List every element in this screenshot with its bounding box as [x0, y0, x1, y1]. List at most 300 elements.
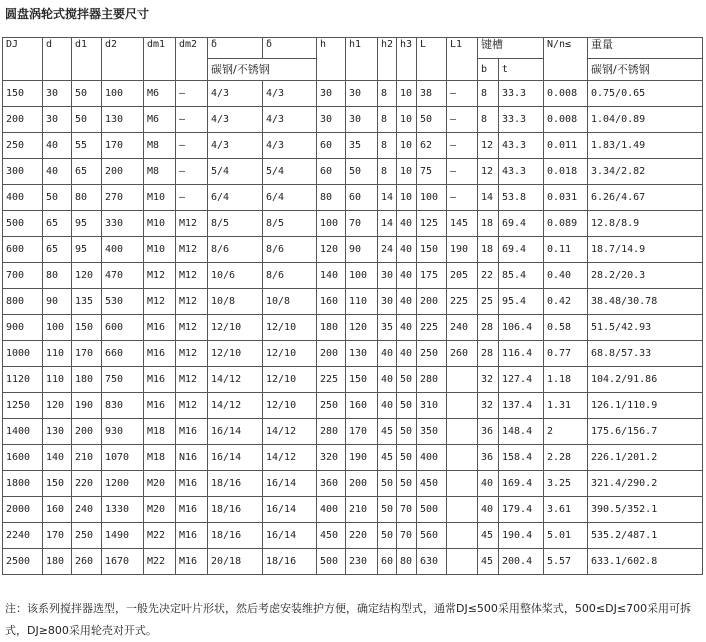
cell-b: 40 — [478, 497, 499, 523]
cell-l1: 145 — [447, 211, 478, 237]
cell-dm1: M16 — [144, 393, 176, 419]
cell-t: 137.4 — [499, 393, 544, 419]
cell-h3: 40 — [397, 289, 417, 315]
cell-l1: 240 — [447, 315, 478, 341]
cell-b: 14 — [478, 185, 499, 211]
cell-d1: 50 — [72, 81, 102, 107]
cell-dm1: M10 — [144, 237, 176, 263]
cell-l1 — [447, 445, 478, 471]
cell-dj: 250 — [3, 133, 43, 159]
cell-t: 148.4 — [499, 419, 544, 445]
header-b: b — [478, 59, 499, 81]
cell-d: 40 — [43, 133, 72, 159]
cell-ratio: 0.42 — [544, 289, 588, 315]
cell-h3: 40 — [397, 341, 417, 367]
cell-d1: 50 — [72, 107, 102, 133]
cell-l: 250 — [417, 341, 447, 367]
cell-l: 350 — [417, 419, 447, 445]
header-d1: d1 — [72, 38, 102, 81]
cell-l: 225 — [417, 315, 447, 341]
header-dm1: dm1 — [144, 38, 176, 81]
cell-dm2: M12 — [176, 315, 208, 341]
cell-l: 150 — [417, 237, 447, 263]
cell-l: 100 — [417, 185, 447, 211]
cell-d1: 210 — [72, 445, 102, 471]
cell-delta-2: 12/10 — [263, 393, 317, 419]
cell-delta-1: 20/18 — [208, 549, 263, 575]
cell-h3: 50 — [397, 367, 417, 393]
cell-d2: 1490 — [102, 523, 144, 549]
cell-delta-2: 12/10 — [263, 367, 317, 393]
cell-t: 158.4 — [499, 445, 544, 471]
cell-h3: 40 — [397, 211, 417, 237]
cell-h2: 60 — [378, 549, 397, 575]
cell-delta-2: 4/3 — [263, 81, 317, 107]
cell-h: 30 — [317, 81, 346, 107]
cell-h2: 40 — [378, 341, 397, 367]
cell-l1: 225 — [447, 289, 478, 315]
cell-dm2: M16 — [176, 471, 208, 497]
cell-weight: 633.1/602.8 — [588, 549, 703, 575]
cell-t: 190.4 — [499, 523, 544, 549]
cell-ratio: 0.40 — [544, 263, 588, 289]
header-row-1 — [3, 38, 703, 59]
cell-d1: 250 — [72, 523, 102, 549]
cell-b: 8 — [478, 107, 499, 133]
cell-weight: 51.5/42.93 — [588, 315, 703, 341]
cell-delta-2: 16/14 — [263, 497, 317, 523]
cell-dj: 2000 — [3, 497, 43, 523]
cell-h1: 210 — [346, 497, 378, 523]
cell-dm1: M8 — [144, 159, 176, 185]
cell-dm2: M12 — [176, 211, 208, 237]
cell-d1: 260 — [72, 549, 102, 575]
table-row — [3, 367, 703, 393]
cell-d2: 270 — [102, 185, 144, 211]
cell-ratio: 0.018 — [544, 159, 588, 185]
cell-t: 43.3 — [499, 133, 544, 159]
cell-ratio: 1.31 — [544, 393, 588, 419]
cell-h: 500 — [317, 549, 346, 575]
cell-l1: 190 — [447, 237, 478, 263]
cell-delta-1: 14/12 — [208, 393, 263, 419]
cell-weight: 0.75/0.65 — [588, 81, 703, 107]
header-t: t — [499, 59, 544, 81]
header-weight: 重量 — [588, 38, 703, 59]
cell-h3: 70 — [397, 523, 417, 549]
cell-h2: 40 — [378, 393, 397, 419]
header-weight-material: 碳钢/不锈钢 — [588, 59, 703, 81]
table-row — [3, 211, 703, 237]
cell-dm1: M16 — [144, 341, 176, 367]
cell-d1: 55 — [72, 133, 102, 159]
cell-h2: 45 — [378, 419, 397, 445]
cell-delta-1: 14/12 — [208, 367, 263, 393]
cell-delta-1: 4/3 — [208, 107, 263, 133]
cell-ratio: 0.008 — [544, 81, 588, 107]
header-h1: h1 — [346, 38, 378, 81]
cell-h1: 150 — [346, 367, 378, 393]
cell-dj: 800 — [3, 289, 43, 315]
cell-h: 280 — [317, 419, 346, 445]
cell-h3: 10 — [397, 81, 417, 107]
cell-l1 — [447, 471, 478, 497]
cell-delta-1: 12/10 — [208, 315, 263, 341]
cell-l: 125 — [417, 211, 447, 237]
cell-h2: 50 — [378, 471, 397, 497]
cell-delta-1: 18/16 — [208, 471, 263, 497]
cell-dm2: M16 — [176, 549, 208, 575]
cell-h2: 35 — [378, 315, 397, 341]
cell-delta-2: 12/10 — [263, 341, 317, 367]
cell-h3: 80 — [397, 549, 417, 575]
cell-h3: 40 — [397, 315, 417, 341]
cell-delta-2: 8/6 — [263, 237, 317, 263]
cell-delta-1: 18/16 — [208, 497, 263, 523]
cell-h: 320 — [317, 445, 346, 471]
cell-h2: 8 — [378, 107, 397, 133]
table-row — [3, 263, 703, 289]
cell-dm1: M16 — [144, 315, 176, 341]
cell-d2: 600 — [102, 315, 144, 341]
cell-delta-1: 18/16 — [208, 523, 263, 549]
cell-h1: 220 — [346, 523, 378, 549]
cell-d1: 150 — [72, 315, 102, 341]
cell-delta-1: 8/6 — [208, 237, 263, 263]
cell-dj: 500 — [3, 211, 43, 237]
cell-h1: 100 — [346, 263, 378, 289]
cell-weight: 175.6/156.7 — [588, 419, 703, 445]
table-row — [3, 523, 703, 549]
cell-h3: 10 — [397, 107, 417, 133]
cell-d1: 200 — [72, 419, 102, 445]
cell-weight: 28.2/20.3 — [588, 263, 703, 289]
header-keyway: 键槽 — [478, 38, 544, 59]
cell-dm2: M16 — [176, 419, 208, 445]
cell-h: 60 — [317, 133, 346, 159]
cell-weight: 12.8/8.9 — [588, 211, 703, 237]
cell-d: 30 — [43, 107, 72, 133]
header-h2: h2 — [378, 38, 397, 81]
table-row — [3, 237, 703, 263]
header-h3: h3 — [397, 38, 417, 81]
cell-delta-2: 6/4 — [263, 185, 317, 211]
cell-d1: 220 — [72, 471, 102, 497]
cell-h2: 8 — [378, 159, 397, 185]
cell-dm2: M12 — [176, 289, 208, 315]
cell-l: 450 — [417, 471, 447, 497]
cell-dm1: M18 — [144, 419, 176, 445]
cell-l1: 205 — [447, 263, 478, 289]
header-d2: d2 — [102, 38, 144, 81]
cell-h1: 120 — [346, 315, 378, 341]
cell-weight: 226.1/201.2 — [588, 445, 703, 471]
cell-d2: 200 — [102, 159, 144, 185]
cell-l: 50 — [417, 107, 447, 133]
cell-d1: 120 — [72, 263, 102, 289]
cell-h1: 170 — [346, 419, 378, 445]
cell-dm1: M8 — [144, 133, 176, 159]
cell-dm1: M22 — [144, 549, 176, 575]
cell-d2: 130 — [102, 107, 144, 133]
cell-h1: 200 — [346, 471, 378, 497]
cell-delta-1: 5/4 — [208, 159, 263, 185]
cell-l1 — [447, 497, 478, 523]
cell-dm1: M22 — [144, 523, 176, 549]
cell-d: 170 — [43, 523, 72, 549]
cell-b: 12 — [478, 159, 499, 185]
cell-d: 120 — [43, 393, 72, 419]
cell-d: 90 — [43, 289, 72, 315]
cell-delta-2: 18/16 — [263, 549, 317, 575]
cell-ratio: 5.57 — [544, 549, 588, 575]
cell-dj: 900 — [3, 315, 43, 341]
cell-dj: 400 — [3, 185, 43, 211]
cell-delta-2: 5/4 — [263, 159, 317, 185]
cell-d2: 1070 — [102, 445, 144, 471]
cell-t: 53.8 — [499, 185, 544, 211]
cell-delta-1: 16/14 — [208, 445, 263, 471]
cell-dm2: M12 — [176, 263, 208, 289]
cell-d2: 930 — [102, 419, 144, 445]
cell-dm2: M12 — [176, 341, 208, 367]
cell-h: 225 — [317, 367, 346, 393]
cell-h3: 40 — [397, 237, 417, 263]
cell-dm1: M10 — [144, 185, 176, 211]
table-body — [3, 81, 703, 575]
cell-d1: 170 — [72, 341, 102, 367]
cell-ratio: 2 — [544, 419, 588, 445]
cell-l: 75 — [417, 159, 447, 185]
cell-h2: 45 — [378, 445, 397, 471]
table-row — [3, 81, 703, 107]
cell-dj: 1800 — [3, 471, 43, 497]
header-l1: L1 — [447, 38, 478, 81]
cell-ratio: 3.61 — [544, 497, 588, 523]
cell-h: 400 — [317, 497, 346, 523]
cell-ratio: 0.58 — [544, 315, 588, 341]
cell-l: 400 — [417, 445, 447, 471]
cell-b: 40 — [478, 471, 499, 497]
cell-ratio: 1.18 — [544, 367, 588, 393]
cell-dm2: – — [176, 133, 208, 159]
cell-h2: 14 — [378, 185, 397, 211]
cell-delta-1: 10/8 — [208, 289, 263, 315]
cell-delta-1: 10/6 — [208, 263, 263, 289]
footnote: 注：该系列搅拌器选型，一般先决定叶片形状，然后考虑安装维护方便，确定结构型式，通常DJ≤500采用整体桨式，500≤DJ≤700采用可拆式，DJ≥800采用轮壳对开式。 — [5, 602, 692, 637]
cell-l: 500 — [417, 497, 447, 523]
cell-dm1: M6 — [144, 81, 176, 107]
cell-d: 180 — [43, 549, 72, 575]
cell-dm2: M12 — [176, 393, 208, 419]
cell-dj: 2240 — [3, 523, 43, 549]
cell-l1 — [447, 523, 478, 549]
header-delta-2: δ — [263, 38, 317, 59]
cell-ratio: 0.031 — [544, 185, 588, 211]
cell-ratio: 2.28 — [544, 445, 588, 471]
cell-l1: – — [447, 185, 478, 211]
cell-l: 200 — [417, 289, 447, 315]
table-row — [3, 315, 703, 341]
cell-h: 180 — [317, 315, 346, 341]
cell-h1: 60 — [346, 185, 378, 211]
cell-h2: 30 — [378, 289, 397, 315]
cell-h3: 50 — [397, 445, 417, 471]
cell-l: 280 — [417, 367, 447, 393]
cell-h3: 50 — [397, 471, 417, 497]
cell-h1: 35 — [346, 133, 378, 159]
cell-d: 140 — [43, 445, 72, 471]
cell-h: 80 — [317, 185, 346, 211]
cell-l1: 260 — [447, 341, 478, 367]
table-row — [3, 341, 703, 367]
cell-d: 100 — [43, 315, 72, 341]
cell-b: 18 — [478, 237, 499, 263]
cell-h2: 40 — [378, 367, 397, 393]
cell-h1: 30 — [346, 81, 378, 107]
cell-d: 150 — [43, 471, 72, 497]
cell-h3: 40 — [397, 263, 417, 289]
cell-d: 65 — [43, 211, 72, 237]
cell-h2: 8 — [378, 133, 397, 159]
cell-dm2: M16 — [176, 497, 208, 523]
cell-b: 45 — [478, 549, 499, 575]
cell-d1: 135 — [72, 289, 102, 315]
cell-d2: 1670 — [102, 549, 144, 575]
header-ratio: N/n≤ — [544, 38, 588, 81]
cell-delta-2: 14/12 — [263, 445, 317, 471]
cell-l1 — [447, 549, 478, 575]
cell-weight: 18.7/14.9 — [588, 237, 703, 263]
cell-d2: 660 — [102, 341, 144, 367]
table-row — [3, 549, 703, 575]
cell-t: 179.4 — [499, 497, 544, 523]
cell-ratio: 0.089 — [544, 211, 588, 237]
cell-b: 25 — [478, 289, 499, 315]
cell-h1: 110 — [346, 289, 378, 315]
cell-t: 69.4 — [499, 211, 544, 237]
cell-d1: 80 — [72, 185, 102, 211]
cell-h: 250 — [317, 393, 346, 419]
cell-d1: 65 — [72, 159, 102, 185]
cell-dm1: M16 — [144, 367, 176, 393]
cell-b: 12 — [478, 133, 499, 159]
cell-h1: 70 — [346, 211, 378, 237]
cell-dm2: – — [176, 185, 208, 211]
cell-d1: 190 — [72, 393, 102, 419]
header-delta-1: δ — [208, 38, 263, 59]
cell-h: 30 — [317, 107, 346, 133]
cell-dj: 600 — [3, 237, 43, 263]
cell-h: 200 — [317, 341, 346, 367]
cell-d: 65 — [43, 237, 72, 263]
cell-t: 169.4 — [499, 471, 544, 497]
cell-dm1: M18 — [144, 445, 176, 471]
cell-b: 22 — [478, 263, 499, 289]
cell-l: 175 — [417, 263, 447, 289]
cell-ratio: 5.01 — [544, 523, 588, 549]
cell-h3: 10 — [397, 159, 417, 185]
cell-h1: 50 — [346, 159, 378, 185]
cell-d: 80 — [43, 263, 72, 289]
cell-delta-2: 8/5 — [263, 211, 317, 237]
cell-h1: 30 — [346, 107, 378, 133]
cell-b: 28 — [478, 315, 499, 341]
cell-d1: 180 — [72, 367, 102, 393]
cell-dj: 1600 — [3, 445, 43, 471]
dimension-table — [2, 37, 703, 575]
cell-h1: 130 — [346, 341, 378, 367]
cell-t: 127.4 — [499, 367, 544, 393]
cell-delta-2: 12/10 — [263, 315, 317, 341]
cell-t: 85.4 — [499, 263, 544, 289]
cell-h2: 8 — [378, 81, 397, 107]
cell-dm2: M16 — [176, 523, 208, 549]
cell-delta-2: 8/6 — [263, 263, 317, 289]
cell-b: 32 — [478, 393, 499, 419]
cell-dm2: – — [176, 81, 208, 107]
cell-delta-1: 4/3 — [208, 81, 263, 107]
cell-dj: 200 — [3, 107, 43, 133]
header-d: d — [43, 38, 72, 81]
cell-delta-1: 6/4 — [208, 185, 263, 211]
cell-delta-2: 4/3 — [263, 107, 317, 133]
header-h: h — [317, 38, 346, 81]
cell-weight: 535.2/487.1 — [588, 523, 703, 549]
cell-h: 140 — [317, 263, 346, 289]
cell-b: 28 — [478, 341, 499, 367]
cell-dj: 1000 — [3, 341, 43, 367]
cell-h: 360 — [317, 471, 346, 497]
cell-dj: 1120 — [3, 367, 43, 393]
cell-d: 110 — [43, 341, 72, 367]
cell-d2: 470 — [102, 263, 144, 289]
cell-l1: – — [447, 133, 478, 159]
cell-delta-1: 8/5 — [208, 211, 263, 237]
cell-l: 62 — [417, 133, 447, 159]
cell-h2: 30 — [378, 263, 397, 289]
cell-dj: 1250 — [3, 393, 43, 419]
cell-dj: 2500 — [3, 549, 43, 575]
cell-d: 50 — [43, 185, 72, 211]
cell-weight: 126.1/110.9 — [588, 393, 703, 419]
cell-d2: 830 — [102, 393, 144, 419]
cell-l: 310 — [417, 393, 447, 419]
cell-dm1: M20 — [144, 471, 176, 497]
cell-b: 8 — [478, 81, 499, 107]
cell-d2: 170 — [102, 133, 144, 159]
cell-l1: – — [447, 107, 478, 133]
table-row — [3, 107, 703, 133]
cell-dm2: N16 — [176, 445, 208, 471]
cell-d2: 1330 — [102, 497, 144, 523]
cell-ratio: 0.008 — [544, 107, 588, 133]
cell-dm2: M12 — [176, 237, 208, 263]
cell-l1: – — [447, 159, 478, 185]
table-row — [3, 445, 703, 471]
cell-delta-2: 16/14 — [263, 471, 317, 497]
page-title: 圆盘涡轮式搅拌器主要尺寸 — [5, 7, 150, 21]
cell-h3: 50 — [397, 419, 417, 445]
cell-dm2: M12 — [176, 367, 208, 393]
cell-d: 160 — [43, 497, 72, 523]
cell-h: 120 — [317, 237, 346, 263]
cell-h1: 190 — [346, 445, 378, 471]
cell-b: 36 — [478, 445, 499, 471]
table-row — [3, 419, 703, 445]
cell-h3: 70 — [397, 497, 417, 523]
cell-l1 — [447, 393, 478, 419]
